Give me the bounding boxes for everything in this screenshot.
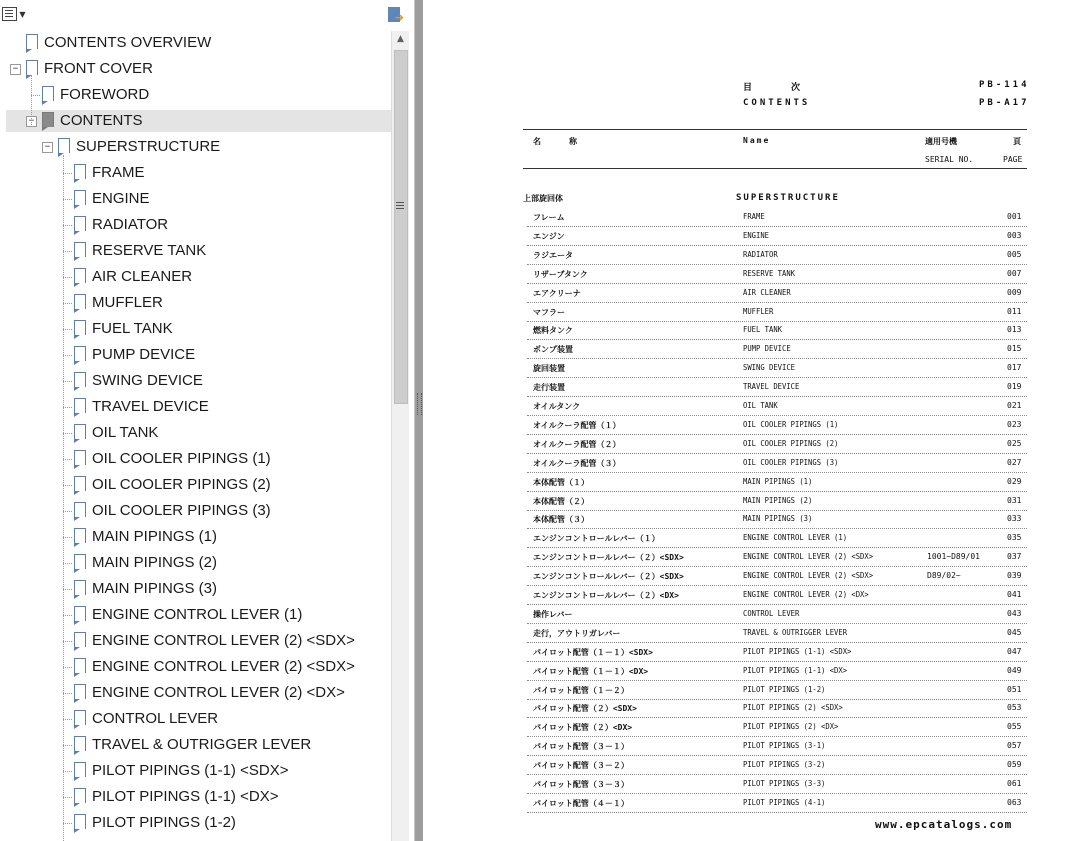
bookmark-icon — [74, 606, 86, 621]
entry-name-jp: オイルタンク — [533, 402, 581, 411]
section-title-jp: 上部旋回体 — [523, 194, 563, 203]
tree-guide-line — [31, 75, 32, 127]
contents-row — [527, 264, 1027, 284]
bookmark-item[interactable] — [6, 32, 392, 54]
tree-connector — [63, 745, 72, 746]
entry-page: 061 — [1007, 779, 1022, 788]
entry-name-en: MAIN PIPINGS (1) — [743, 476, 813, 486]
contents-row — [527, 415, 1027, 435]
bookmark-icon — [74, 242, 86, 257]
entry-name-en: RESERVE TANK — [743, 268, 796, 278]
contents-row — [527, 339, 1027, 359]
entry-name-en: FRAME — [743, 212, 765, 221]
bookmark-label: RADIATOR — [92, 216, 169, 233]
doc-code-1: PB-114 — [979, 80, 1030, 90]
entry-page: 015 — [1007, 344, 1022, 354]
tree-connector — [63, 251, 72, 252]
doc-title-jp: 目 次 — [743, 83, 804, 93]
entry-page: 017 — [1007, 363, 1022, 373]
entry-page: 031 — [1007, 495, 1022, 505]
entry-name-en: MUFFLER — [743, 306, 774, 316]
tree-connector — [63, 667, 72, 668]
col-serial-en: SERIAL NO. — [925, 155, 974, 164]
entry-name-en: ENGINE CONTROL LEVER (2) <SDX> — [743, 552, 874, 562]
header-top-rule — [523, 129, 1027, 130]
bookmark-label: TRAVEL DEVICE — [92, 398, 209, 415]
entry-page: 011 — [1007, 306, 1022, 316]
contents-row — [527, 774, 1027, 794]
bookmark-label: PILOT PIPINGS (1-1) <DX> — [92, 788, 279, 805]
entry-name-en: TRAVEL & OUTRIGGER LEVER — [743, 627, 848, 637]
bookmark-icon — [26, 60, 38, 75]
entry-name-en: OIL COOLER PIPINGS (1) — [743, 419, 839, 429]
contents-row — [527, 755, 1027, 775]
entry-name-jp: エンジンコントロールレバー（２）<DX> — [533, 591, 679, 600]
bookmark-label: ENGINE CONTROL LEVER (2) <SDX> — [92, 632, 355, 649]
bookmark-label: OIL COOLER PIPINGS (1) — [92, 450, 271, 467]
tree-connector — [63, 563, 72, 564]
contents-row — [527, 604, 1027, 624]
panel-splitter[interactable] — [415, 0, 423, 841]
tree-connector — [63, 797, 72, 798]
tree-connector — [63, 381, 72, 382]
entry-page: 051 — [1007, 684, 1022, 694]
entry-name-jp: パイロット配管（２）<SDX> — [533, 704, 637, 714]
bookmark-label: OIL COOLER PIPINGS (2) — [92, 476, 271, 493]
entry-page: 025 — [1007, 438, 1022, 448]
contents-row — [527, 396, 1027, 416]
scroll-up-icon[interactable]: ▲ — [397, 34, 404, 44]
contents-row — [527, 717, 1027, 737]
bookmark-label: ENGINE CONTROL LEVER (1) — [92, 606, 303, 623]
entry-name-en: PILOT PIPINGS (2) <SDX> — [743, 703, 843, 713]
bookmark-icon — [74, 398, 86, 413]
entry-name-en: PILOT PIPINGS (3-2) — [743, 760, 826, 770]
entry-page: 045 — [1007, 627, 1022, 637]
contents-row — [527, 245, 1027, 265]
bookmark-label: AIR CLEANER — [92, 268, 193, 285]
entry-name-en: OIL TANK — [743, 401, 778, 410]
contents-row — [527, 642, 1027, 662]
bookmark-label: SUPERSTRUCTURE — [76, 138, 221, 155]
col-page-en: PAGE — [1003, 155, 1023, 164]
tree-connector — [63, 277, 72, 278]
bookmark-label: MAIN PIPINGS (3) — [92, 580, 218, 597]
collapse-toggle-icon[interactable]: − — [26, 116, 37, 127]
entry-name-jp: 本体配管（２） — [533, 496, 589, 506]
entry-page: 009 — [1007, 287, 1022, 297]
entry-page: 003 — [1007, 230, 1022, 240]
entry-name-en: PILOT PIPINGS (4-1) — [743, 797, 826, 807]
entry-name-jp: パイロット配管（４－１） — [533, 798, 629, 808]
bookmark-icon — [74, 346, 86, 361]
tree-guide-line — [63, 155, 64, 841]
bookmark-icon — [74, 216, 86, 231]
bookmark-label: SWING DEVICE — [92, 372, 203, 389]
entry-name-en: ENGINE CONTROL LEVER (1) — [743, 533, 848, 543]
tree-connector — [63, 459, 72, 460]
bookmark-label: FOREWORD — [60, 86, 150, 103]
entry-name-jp: マフラー — [533, 307, 565, 317]
contents-row — [527, 283, 1027, 303]
tree-connector — [63, 355, 72, 356]
entry-name-jp: 操作レバー — [533, 609, 573, 619]
tree-connector — [63, 199, 72, 200]
entry-name-en: TRAVEL DEVICE — [743, 382, 800, 392]
contents-row — [527, 585, 1027, 605]
entry-page: 027 — [1007, 457, 1022, 467]
entry-page: 021 — [1007, 401, 1022, 410]
entry-name-en: PUMP DEVICE — [743, 344, 791, 354]
bookmark-icon — [74, 320, 86, 335]
entry-name-jp: エンジンコントロールレバー（２）<SDX> — [533, 553, 684, 563]
tree-connector — [63, 719, 72, 720]
bookmark-icon — [74, 580, 86, 595]
bookmarks-panel — [0, 0, 415, 841]
entry-name-jp: 旋回装置 — [533, 364, 565, 374]
entry-name-en: MAIN PIPINGS (3) — [743, 514, 813, 524]
entry-page: 035 — [1007, 533, 1022, 543]
entry-name-en: PILOT PIPINGS (1-1) <DX> — [743, 665, 848, 675]
entry-name-en: ENGINE CONTROL LEVER (2) <DX> — [743, 590, 869, 599]
contents-row — [527, 509, 1027, 529]
entry-page: 041 — [1007, 590, 1022, 599]
bookmark-icon — [26, 34, 38, 49]
entry-name-jp: ポンプ装置 — [533, 345, 573, 355]
contents-row — [527, 453, 1027, 473]
entry-name-jp: パイロット配管（２）<DX> — [533, 723, 633, 733]
entry-name-jp: エンジンコントロールレバー（２）<SDX> — [533, 572, 684, 582]
bookmark-icon — [74, 632, 86, 647]
bookmark-icon — [74, 164, 86, 179]
doc-title-en: CONTENTS — [743, 98, 811, 108]
entry-name-jp: 走行装置 — [533, 383, 565, 393]
entry-page: 001 — [1007, 212, 1022, 221]
bookmark-icon — [74, 424, 86, 439]
bookmark-item[interactable] — [6, 58, 392, 80]
entry-name-en: MAIN PIPINGS (2) — [743, 495, 813, 505]
entry-name-jp: エンジンコントロールレバー（１） — [533, 534, 660, 544]
entry-name-en: SWING DEVICE — [743, 363, 796, 373]
panel-grip-icon[interactable] — [396, 202, 404, 216]
contents-row — [527, 434, 1027, 454]
entry-name-jp: リザーブタンク — [533, 269, 588, 279]
bookmarks-scrollbar[interactable] — [391, 31, 409, 841]
bookmark-options-icon[interactable]: ▼ — [2, 5, 26, 23]
entry-page: 005 — [1007, 249, 1022, 259]
entry-name-jp: エンジン — [533, 231, 565, 241]
tree-connector — [63, 303, 72, 304]
entry-page: 039 — [1007, 571, 1022, 581]
entry-name-en: PILOT PIPINGS (1-1) <SDX> — [743, 646, 852, 656]
bookmark-label: ENGINE — [92, 190, 150, 207]
entry-name-en: PILOT PIPINGS (3-1) — [743, 741, 826, 751]
tree-connector — [63, 589, 72, 590]
entry-page: 049 — [1007, 665, 1022, 675]
entry-name-en: AIR CLEANER — [743, 287, 791, 297]
entry-page: 053 — [1007, 703, 1022, 713]
bookmark-icon — [74, 736, 86, 751]
contents-row — [527, 358, 1027, 378]
contents-row — [527, 661, 1027, 681]
bookmark-label: PUMP DEVICE — [92, 346, 196, 363]
entry-page: 047 — [1007, 646, 1022, 656]
bookmark-label: CONTENTS OVERVIEW — [44, 34, 212, 51]
contents-row — [527, 736, 1027, 756]
bookmark-icon — [74, 502, 86, 517]
bookmark-icon — [74, 554, 86, 569]
bookmark-label: MUFFLER — [92, 294, 163, 311]
bookmark-label: OIL TANK — [92, 424, 159, 441]
entry-page: 057 — [1007, 741, 1022, 751]
contents-row — [527, 491, 1027, 511]
entry-serial: 1001~D89/01 — [927, 552, 980, 562]
contents-row — [527, 566, 1027, 586]
entry-page: 023 — [1007, 419, 1022, 429]
entry-name-jp: 本体配管（１） — [533, 477, 589, 487]
entry-name-en: PILOT PIPINGS (1-2) — [743, 684, 826, 694]
document-page — [423, 0, 1087, 841]
entry-name-jp: パイロット配管（１－２） — [533, 685, 629, 695]
entry-page: 059 — [1007, 760, 1022, 770]
col-name-jp: 名 称 — [533, 137, 581, 146]
bookmark-item[interactable] — [6, 110, 392, 132]
bookmark-label: RESERVE TANK — [92, 242, 207, 259]
tree-connector — [63, 225, 72, 226]
contents-row — [527, 472, 1027, 492]
tree-connector — [63, 485, 72, 486]
tree-connector — [63, 329, 72, 330]
tree-connector — [63, 615, 72, 616]
bookmark-icon — [74, 684, 86, 699]
bookmark-item[interactable] — [6, 84, 392, 106]
bookmark-label: FRONT COVER — [44, 60, 153, 77]
entry-name-jp: 本体配管（３） — [533, 515, 589, 525]
entry-name-jp: パイロット配管（１－１）<SDX> — [533, 647, 653, 657]
entry-page: 029 — [1007, 476, 1022, 486]
bookmark-icon — [74, 528, 86, 543]
tree-connector — [63, 771, 72, 772]
splitter-grip-icon — [417, 393, 422, 415]
entry-page: 063 — [1007, 797, 1022, 807]
entry-page: 007 — [1007, 268, 1022, 278]
entry-name-jp: パイロット配管（３－３） — [533, 780, 629, 789]
entry-name-jp: オイルクーラ配管（１） — [533, 420, 621, 430]
entry-page: 013 — [1007, 325, 1022, 335]
contents-row — [527, 207, 1027, 227]
tree-connector — [63, 407, 72, 408]
bookmark-label: TRAVEL & OUTRIGGER LEVER — [92, 736, 312, 753]
bookmark-icon — [74, 372, 86, 387]
entry-name-en: RADIATOR — [743, 249, 778, 259]
entry-name-en: OIL COOLER PIPINGS (3) — [743, 457, 839, 467]
entry-serial: D89/02~ — [927, 571, 961, 581]
header-bottom-rule — [523, 168, 1027, 169]
bookmark-label: MAIN PIPINGS (2) — [92, 554, 218, 571]
bookmark-icon — [74, 268, 86, 283]
tree-connector — [63, 173, 72, 174]
bookmark-icon — [74, 476, 86, 491]
watermark: www.epcatalogs.com — [875, 818, 1013, 831]
bookmark-label: MAIN PIPINGS (1) — [92, 528, 218, 545]
tree-connector — [63, 433, 72, 434]
contents-row — [527, 680, 1027, 700]
bookmark-label: CONTENTS — [60, 112, 143, 129]
bookmark-label: OIL COOLER PIPINGS (3) — [92, 502, 271, 519]
scrollbar-thumb[interactable] — [394, 50, 408, 404]
entry-name-en: PILOT PIPINGS (3-3) — [743, 779, 826, 788]
entry-name-jp: パイロット配管（３－１） — [533, 742, 629, 752]
bookmarks-toolbar — [0, 0, 414, 29]
entry-name-jp: オイルクーラ配管（２） — [533, 439, 621, 449]
entry-name-jp: ラジエータ — [533, 250, 573, 260]
collapse-toggle-icon[interactable]: − — [42, 142, 53, 153]
bookmark-label: FUEL TANK — [92, 320, 173, 337]
bookmark-label: FRAME — [92, 164, 145, 181]
bookmark-icon — [74, 710, 86, 725]
tree-connector — [63, 693, 72, 694]
bookmark-icon — [74, 294, 86, 309]
bookmark-icon — [74, 788, 86, 803]
bookmark-label: PILOT PIPINGS (1-2) — [92, 814, 236, 831]
entry-page: 033 — [1007, 514, 1022, 524]
bookmark-icon — [74, 658, 86, 673]
bookmark-icon — [74, 762, 86, 777]
entry-name-en: ENGINE CONTROL LEVER (2) <SDX> — [743, 571, 874, 581]
entry-name-jp: パイロット配管（１－１）<DX> — [533, 666, 649, 676]
tree-connector — [63, 641, 72, 642]
entry-name-en: FUEL TANK — [743, 325, 783, 335]
entry-name-jp: 燃料タンク — [533, 326, 573, 336]
col-serial-jp: 適用号機 — [925, 137, 957, 146]
entry-name-jp: 走行，アウトリガレバー — [533, 628, 621, 638]
contents-row — [527, 547, 1027, 567]
bookmark-icon — [74, 814, 86, 829]
entry-name-jp: オイルクーラ配管（３） — [533, 458, 621, 468]
contents-row — [527, 226, 1027, 246]
bookmark-label: ENGINE CONTROL LEVER (2) <SDX> — [92, 658, 355, 675]
contents-row — [527, 698, 1027, 718]
section-title-en: SUPERSTRUCTURE — [736, 193, 840, 203]
contents-row — [527, 793, 1027, 813]
bookmark-icon — [74, 190, 86, 205]
bookmark-label: ENGINE CONTROL LEVER (2) <DX> — [92, 684, 345, 701]
contents-row — [527, 320, 1027, 340]
tree-connector — [63, 823, 72, 824]
col-page-jp: 頁 — [1013, 137, 1021, 146]
entry-name-en: ENGINE — [743, 230, 770, 240]
entry-name-en: CONTROL LEVER — [743, 608, 800, 618]
bookmark-icon — [58, 138, 70, 153]
bookmark-tree — [6, 31, 392, 841]
entry-page: 019 — [1007, 382, 1022, 392]
bookmark-label: PILOT PIPINGS (1-1) <SDX> — [92, 762, 289, 779]
contents-row — [527, 302, 1027, 322]
contents-row — [527, 623, 1027, 643]
bookmark-icon — [74, 450, 86, 465]
entry-page: 055 — [1007, 722, 1022, 732]
col-name-en: Name — [743, 136, 771, 145]
tree-connector — [31, 95, 40, 96]
entry-page: 043 — [1007, 608, 1022, 618]
tree-connector — [63, 537, 72, 538]
entry-page: 037 — [1007, 552, 1022, 562]
entry-name-jp: エアクリーナ — [533, 288, 581, 298]
entry-name-en: PILOT PIPINGS (2) <DX> — [743, 722, 839, 732]
entry-name-jp: パイロット配管（３－２） — [533, 761, 629, 771]
entry-name-en: OIL COOLER PIPINGS (2) — [743, 438, 839, 448]
tree-connector — [63, 511, 72, 512]
bookmark-icon — [42, 86, 54, 101]
collapse-toggle-icon[interactable]: − — [10, 64, 21, 75]
contents-row — [527, 377, 1027, 397]
bookmark-icon — [42, 112, 54, 127]
entry-name-jp: フレーム — [533, 213, 565, 222]
doc-code-2: PB-A17 — [979, 98, 1030, 108]
contents-row — [527, 528, 1027, 548]
bookmark-label: CONTROL LEVER — [92, 710, 219, 727]
expand-bookmark-icon[interactable]: ➜ — [384, 5, 404, 23]
